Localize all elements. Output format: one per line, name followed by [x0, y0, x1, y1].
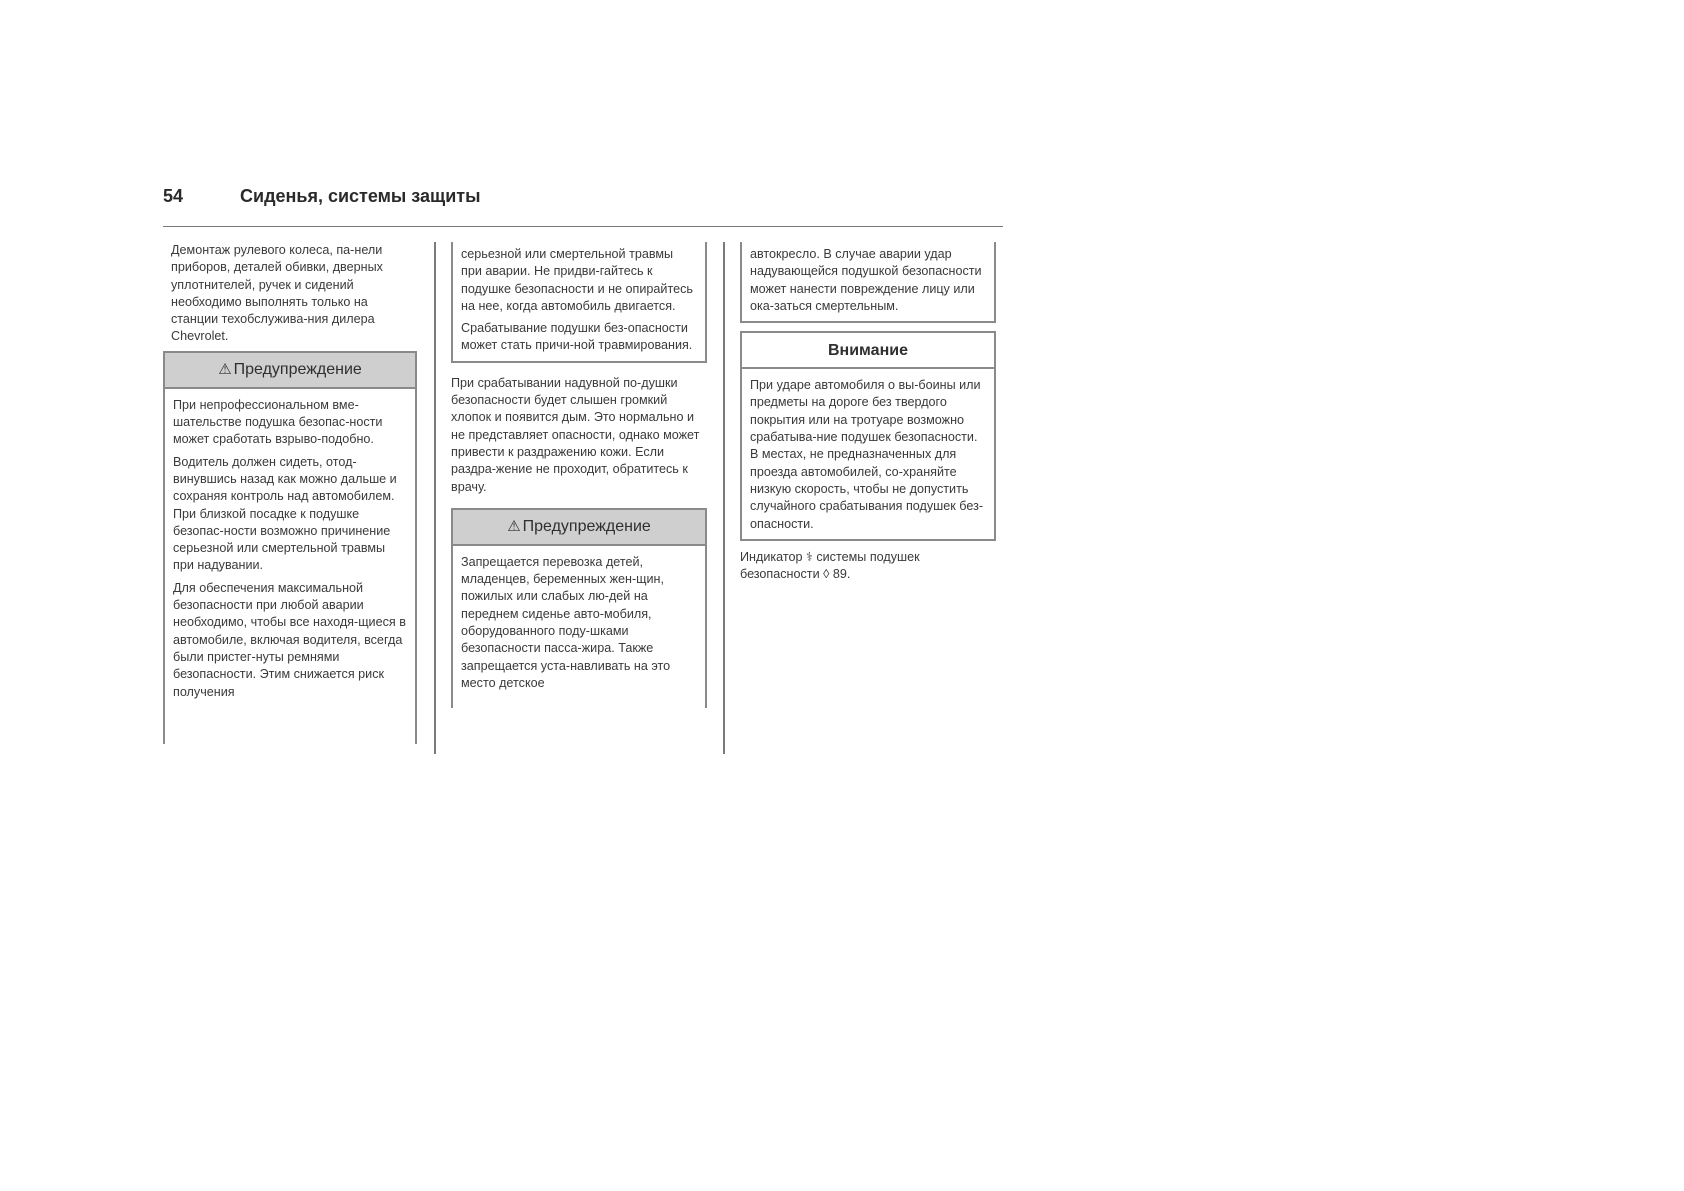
- warning-header-1: [165, 353, 415, 389]
- warning-paragraph: При непрофессиональном вме-шательстве подушка безопас-ности может сработать взрыво-подобно.: [173, 397, 383, 447]
- intro-paragraph: Демонтаж рулевого колеса, па-нели приборов, деталей обивки, дверных уплотнителей, ручек и сидений необходимо выполнять только на станции техобслужива-ния дилера Chevrolet.: [171, 243, 383, 344]
- section-title: Сиденья, системы защиты: [240, 186, 481, 206]
- caution-body: [742, 369, 994, 539]
- warning-title-1: Предупреждение: [233, 361, 362, 379]
- warning-paragraph: серьезной или смертельной травмы при аварии. Не придви-гайтесь к подушке безопасности и не опирайтесь на нее, когда автомобиль двигается.: [461, 247, 693, 313]
- warning-triangle-icon: ⚠: [507, 518, 521, 536]
- body-paragraph: При срабатывании надувной по-душки безопасности будет слышен громкий хлопок и появится дым. Это нормально и не представляет опасности, однако может привести к раздражению кожи. Если раздра-жение не проходит, обратитесь к врачу.: [451, 375, 700, 494]
- column-divider-2: [723, 242, 725, 754]
- warning-paragraph: Срабатывание подушки без-опасности может стать причи-ной травмирования.: [461, 321, 693, 353]
- column-2: [451, 242, 707, 708]
- warning-body-1: [165, 389, 415, 712]
- warning-box-continued: [740, 242, 996, 323]
- warning-paragraph: Для обеспечения максимальной безопасности при любой аварии необходимо, чтобы все находя-щиеся в автомобиле, включая водителя, всегда были пристег-нуты ремнями безопасности. Этим снижается риск получения: [173, 580, 406, 699]
- caution-header: [742, 333, 994, 369]
- warning-box-2: [451, 508, 707, 708]
- caution-title: Внимание: [828, 341, 908, 359]
- warning-box-1: [163, 351, 417, 744]
- warning-header-2: [453, 510, 705, 546]
- column-divider-1: [434, 242, 436, 754]
- column-3: [740, 242, 996, 588]
- warning-box-continued: [451, 242, 707, 363]
- page-header: [163, 182, 1003, 227]
- caution-box: [740, 331, 996, 541]
- warning-title-2: Предупреждение: [522, 518, 651, 536]
- caution-paragraph: При ударе автомобиля о вы-боины или предметы на дороге без твердого покрытия или на тротуаре возможно срабатыва-ние подушек безопасности. В местах, не предназначенных для проезда автомобилей, со-храняйте низкую скорость, чтобы не допустить случайного срабатывания подушек без-опасности.: [750, 378, 984, 531]
- warning-body-2: [453, 546, 705, 703]
- column-1: [163, 242, 417, 744]
- warning-triangle-icon: ⚠: [218, 361, 232, 379]
- warning-paragraph: Запрещается перевозка детей, младенцев, беременных жен-щин, пожилых или слабых лю-дей на переднем сиденье авто-мобиля, оборудованного поду-шками безопасности пасса-жира. Также запрещается уста-навливать на это место детское: [461, 554, 671, 690]
- page-number: 54: [163, 186, 184, 206]
- warning-paragraph: автокресло. В случае аварии удар надувающейся подушкой безопасности может нанести повреждение лицу или ока-заться смертельным.: [750, 247, 982, 313]
- warning-paragraph: Водитель должен сидеть, отод-винувшись назад как можно дальше и сохраняя контроль над автомобилем. При близкой посадке к подушке безопас-ности возможно причинение серьезной или смертельной травмы при надувании.: [173, 454, 397, 573]
- airbag-indicator-reference: Индикатор ⚕ системы подушек безопасности ◊ 89.: [740, 549, 920, 582]
